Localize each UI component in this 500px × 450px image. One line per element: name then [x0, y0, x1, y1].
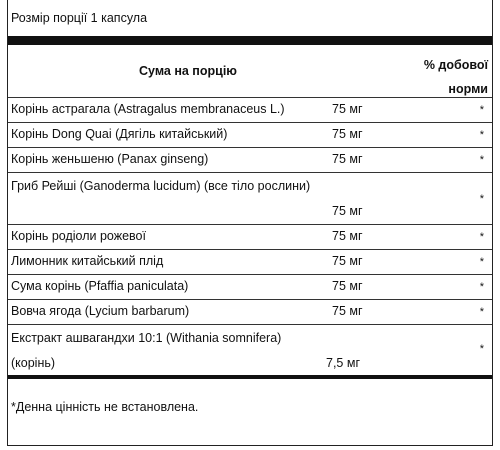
ingredient-amount: 75 мг: [332, 304, 363, 318]
amount-per-serving-header: Сума на порцію: [139, 64, 237, 78]
ingredient-amount: 7,5 мг: [326, 356, 361, 370]
ingredient-amount: 75 мг: [332, 254, 363, 268]
ingredient-amount: 75 мг: [332, 102, 363, 116]
divider-thick-bottom: [8, 375, 492, 379]
table-row: [8, 299, 492, 325]
daily-value-header-line2: норми: [448, 82, 488, 96]
ingredient-name: Корінь Dong Quai (Дягіль китайський): [11, 127, 228, 141]
daily-value-marker: *: [479, 343, 484, 355]
ingredient-name-line2: (корінь): [11, 356, 56, 370]
table-row: [8, 274, 492, 300]
ingredient-amount: 75 мг: [332, 279, 363, 293]
divider-thick-top: [8, 36, 492, 45]
ingredient-amount: 75 мг: [332, 127, 363, 141]
footnote: *Денна цінність не встановлена.: [11, 400, 199, 414]
ingredient-amount: 75 мг: [332, 204, 363, 218]
daily-value-marker: *: [479, 193, 484, 205]
table-row: [8, 224, 492, 250]
table-row: [8, 97, 492, 123]
table-row: [8, 172, 492, 225]
daily-value-marker: *: [479, 231, 484, 243]
daily-value-marker: *: [479, 154, 484, 166]
table-row: [8, 249, 492, 275]
daily-value-header: [424, 53, 488, 101]
daily-value-header-line1: % добової: [423, 58, 488, 72]
ingredient-name: Сума корінь (Pfaffia paniculata): [11, 279, 189, 293]
ingredient-name: Лимонник китайський плід: [11, 254, 164, 268]
ingredient-name: Корінь родіоли рожевої: [11, 229, 146, 243]
table-row: [8, 122, 492, 148]
daily-value-marker: *: [479, 256, 484, 268]
daily-value-marker: *: [479, 104, 484, 116]
table-row: [8, 324, 492, 376]
ingredient-name: Екстракт ашвагандхи 10:1 (Withania somnifera): [11, 331, 282, 345]
ingredient-name: Вовча ягода (Lycium barbarum): [11, 304, 190, 318]
daily-value-marker: *: [479, 281, 484, 293]
serving-size: Розмір порції 1 капсула: [11, 11, 148, 25]
daily-value-marker: *: [479, 306, 484, 318]
ingredient-name: Корінь женьшеню (Panax ginseng): [11, 152, 209, 166]
ingredient-name: Корінь астрагала (Astragalus membranaceus L.): [11, 102, 285, 116]
daily-value-marker: *: [479, 129, 484, 141]
ingredient-name: Гриб Рейші (Ganoderma lucidum) (все тіло рослини): [11, 179, 311, 193]
ingredient-amount: 75 мг: [332, 229, 363, 243]
table-row: [8, 147, 492, 173]
supplement-facts-panel: [7, 0, 493, 446]
ingredient-amount: 75 мг: [332, 152, 363, 166]
